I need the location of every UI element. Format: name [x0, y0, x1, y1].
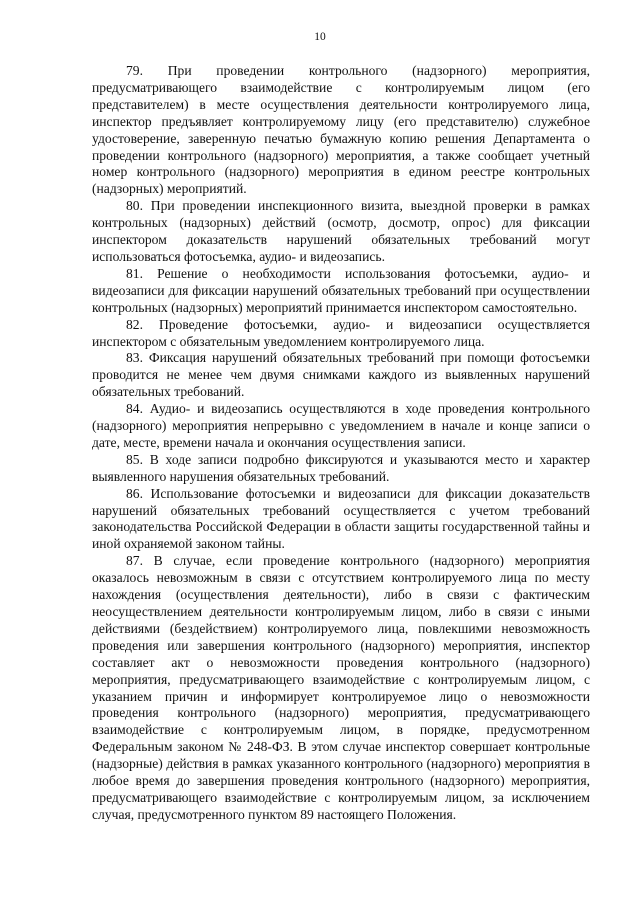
page-number: 10 [314, 31, 326, 43]
paragraph-86: 86. Использование фотосъемки и видеозаписи для фиксации доказательств нарушений обязательных требований осуществляется с учетом требований законодательства Российской Федерации в области защиты государственной тайны и иной охраняемой законом тайны. [92, 485, 590, 552]
paragraph-85: 85. В ходе записи подробно фиксируются и указываются место и характер выявленного нарушения обязательных требований. [92, 451, 590, 484]
paragraph-81: 81. Решение о необходимости использования фотосъемки, аудио- и видеозаписи для фиксации нарушений обязательных требований при осуществлении контрольных (надзорных) мероприятий принимается инспектором самостоятельно. [92, 265, 590, 315]
document-body [92, 63, 590, 824]
paragraph-82: 82. Проведение фотосъемки, аудио- и видеозаписи осуществляется инспектором с обязательным уведомлением контролируемого лица. [92, 316, 590, 349]
paragraph-79: 79. При проведении контрольного (надзорного) мероприятия, предусматривающего взаимодействие с контролируемым лицом (его представителем) в месте осуществления деятельности контролируемого лица, инспектор предъявляет контролируемому лицу (его представителю) служебное удостоверение, заверенную печатью бумажную копию решения Департамента о проведении контрольного (надзорного) мероприятия, а также сообщает учетный номер контрольного (надзорного) мероприятия в едином реестре контрольных (надзорных) мероприятий. [92, 63, 590, 197]
paragraph-84: 84. Аудио- и видеозапись осуществляются в ходе проведения контрольного (надзорного) мероприятия непрерывно с уведомлением в начале и конце записи о дате, месте, времени начала и окончания осуществления записи. [92, 401, 590, 450]
paragraph-80: 80. При проведении инспекционного визита, выездной проверки в рамках контрольных (надзорных) действий (осмотр, досмотр, опрос) для фиксации инспектором доказательств нарушений обязательных требований могут использоваться фотосъемка, аудио- и видеозапись. [92, 198, 590, 264]
paragraph-87: 87. В случае, если проведение контрольного (надзорного) мероприятия оказалось невозможным в связи с отсутствием контролируемого лица по месту нахождения (осуществления деятельности), либо в связи с фактическим неосуществлением деятельности контролируемым лицом, либо в связи с иными действиями (бездействием) контролируемого лица, повлекшими невозможность проведения или завершения контрольного (надзорного) мероприятия, инспектор составляет акт о невозможности проведения контрольного (надзорного) мероприятия, предусматривающего взаимодействие с контролируемым лицом, с указанием причин и информирует контролируемое лицо о невозможности проведения контрольного (надзорного) мероприятия, предусматривающего взаимодействие с контролируемым лицом, в порядке, предусмотренном Федеральным законом № 248-ФЗ. В этом случае инспектор совершает контрольные (надзорные) действия в рамках указанного контрольного (надзорного) мероприятия в любое время до завершения проведения контрольного (надзорного) мероприятия, предусматривающего взаимодействие с контролируемым лицом, за исключением случая, предусмотренного пунктом 89 настоящего Положения. [92, 553, 590, 822]
paragraph-83: 83. Фиксация нарушений обязательных требований при помощи фотосъемки проводится не менее чем двумя снимками каждого из выявленных нарушений обязательных требований. [92, 350, 590, 400]
